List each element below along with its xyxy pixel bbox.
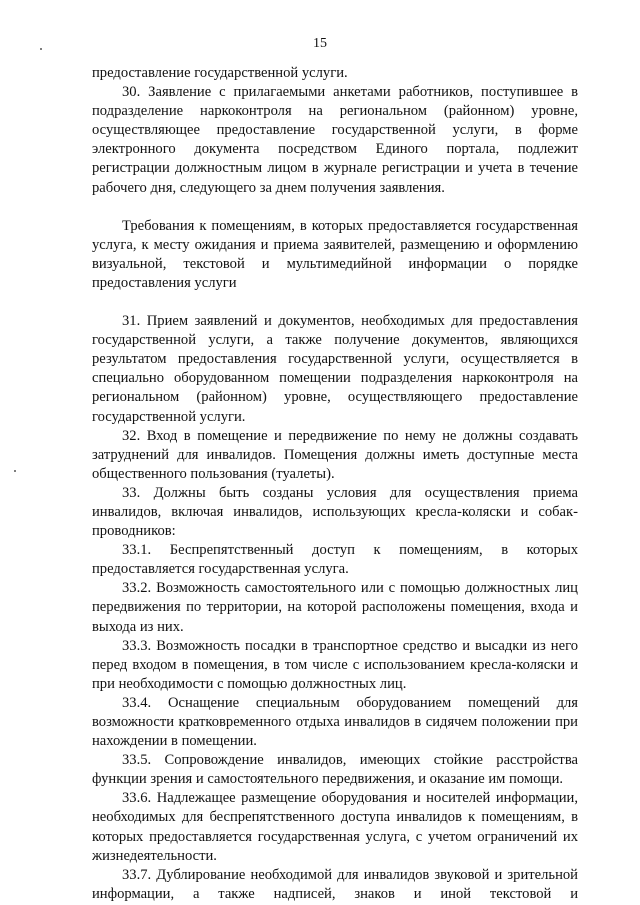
paragraph-33: 33. Должны быть созданы условия для осуществления приема инвалидов, включая инвалидов, использующих кресла-коляски и собак-проводников: (92, 484, 578, 540)
section-heading: Требования к помещениям, в которых предоставляется государственная услуга, к месту ожидания и приема заявителей, размещению и оформлению визуальной, текстовой и мультимедийной информации о порядке предоставления услуги (92, 217, 578, 291)
paragraph-33-7: 33.7. Дублирование необходимой для инвалидов звуковой и зрительной информации, а также надписей, знаков и иной текстовой и (92, 866, 578, 902)
paragraph-33-5: 33.5. Сопровождение инвалидов, имеющих стойкие расстройства функции зрения и самостоятельного передвижения, и оказание им помощи. (92, 752, 578, 788)
page-number: 15 (313, 36, 327, 51)
document-body (92, 64, 578, 904)
paragraph-32: 32. Вход в помещение и передвижение по нему не должны создавать затруднений для инвалидов. Помещения должны иметь доступные места общественного пользования (туалеты). (92, 427, 578, 482)
paragraph-33-4: 33.4. Оснащение специальным оборудованием помещений для возможности кратковременного отдыха инвалидов в сидячем положении при нахождении в помещении. (92, 694, 578, 750)
scan-speck (14, 470, 16, 472)
paragraph-31: 31. Прием заявлений и документов, необходимых для предоставления государственной услуги, а также получение документов, являющихся результатом предоставления государственной услуги, осуществляется в специально оборудованном помещении подразделения наркоконтроля на региональном (районном) уровне, осуществляющего предоставление государственной услуги. (92, 313, 578, 425)
paragraph-33-1: 33.1. Беспрепятственный доступ к помещениям, в которых предоставляется государственная услуга. (92, 542, 578, 578)
paragraph-33-3: 33.3. Возможность посадки в транспортное средство и высадки из него перед входом в помещения, в том числе с использованием кресла-коляски и при необходимости с помощью должностных лиц. (92, 637, 578, 692)
paragraph-33-6: 33.6. Надлежащее размещение оборудования и носителей информации, необходимых для беспрепятственного доступа инвалидов к помещениям, в которых предоставляется государственная услуга, с учетом ограничений их жизнедеятельности. (92, 790, 578, 864)
paragraph-30: 30. Заявление с прилагаемыми анкетами работников, поступившее в подразделение наркоконтроля на региональном (районном) уровне, осуществляющее предоставление государственной услуги, в форме электронного документа посредством Единого портала, подлежит регистрации должностным лицом в журнале регистрации и учета в течение рабочего дня, следующего за днем получения заявления. (92, 84, 578, 196)
paragraph-continuation: предоставление государственной услуги. (92, 65, 348, 81)
paragraph-33-2: 33.2. Возможность самостоятельного или с помощью должностных лиц передвижения по территории, на которой расположены помещения, входа и выхода из них. (92, 580, 578, 635)
